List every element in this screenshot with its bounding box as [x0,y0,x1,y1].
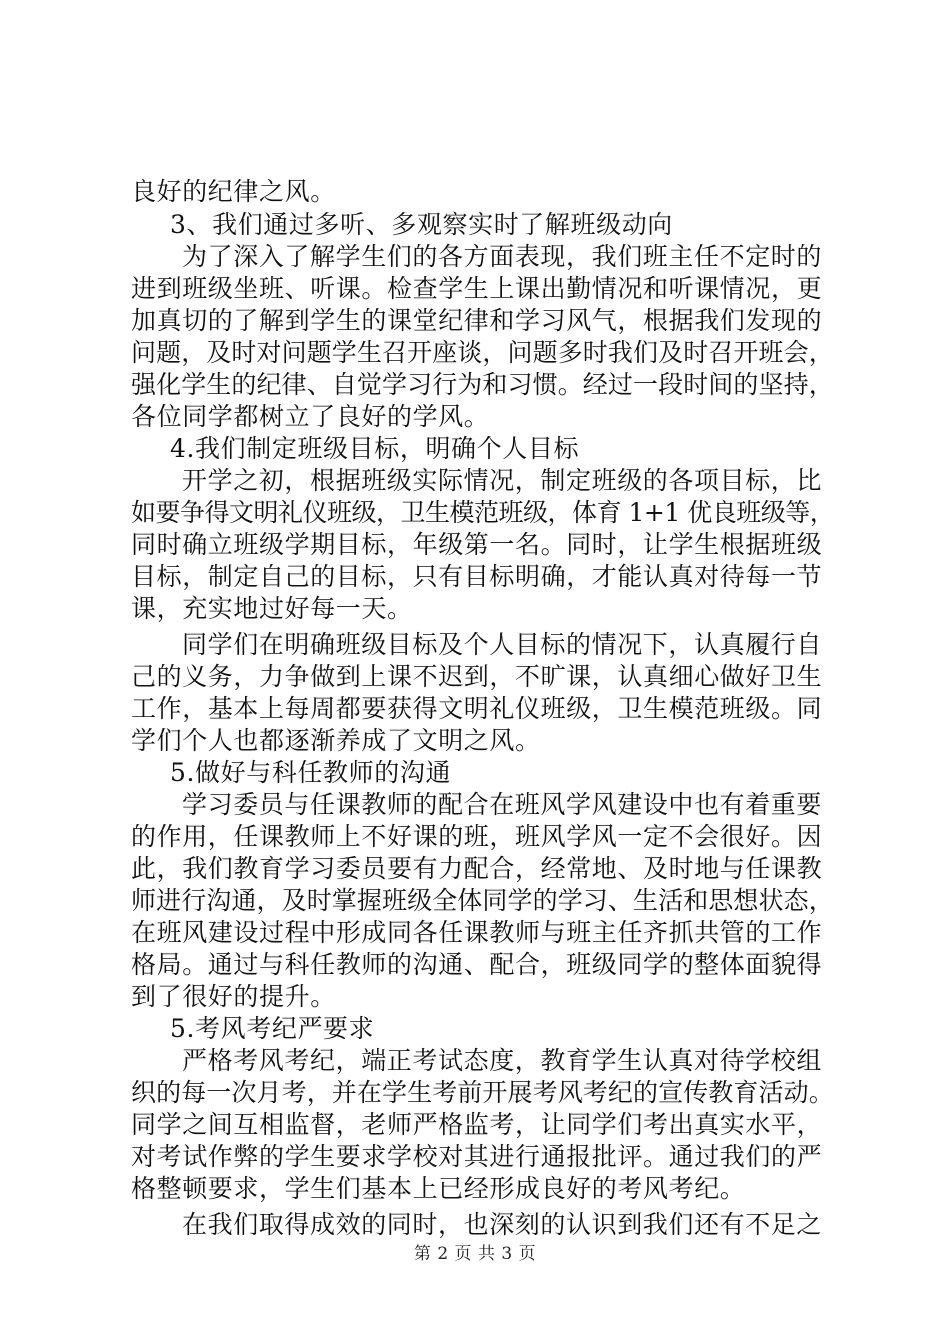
text-line: 格局。通过与科任教师的沟通、配合，班级同学的整体面貌得 [131,950,823,979]
text-line: 开学之初，根据班级实际情况，制定班级的各项目标，比 [182,466,823,495]
text-line: 格整顿要求，学生们基本上已经形成良好的考风考纪。 [131,1174,746,1203]
text-line: 进到班级坐班、听课。检查学生上课出勤情况和听课情况，更 [131,274,823,303]
text-line: 学习委员与任课教师的配合在班风学风建设中也有着重要 [182,790,823,819]
text-line: 良好的纪律之风。 [131,177,336,206]
text-line: 此，我们教育学习委员要有力配合，经常地、及时地与任课教 [131,854,823,883]
section-heading: 4.我们制定班级目标，明确个人目标 [170,434,580,463]
text-line: 织的每一次月考，并在学生考前开展考风考纪的宣传教育活动。 [131,1078,834,1107]
text-line: 严格考风考纪，端正考试态度，教育学生认真对待学校组 [182,1046,823,1075]
text-line: 同学们在明确班级目标及个人目标的情况下，认真履行自 [182,630,823,659]
text-line: 为了深入了解学生们的各方面表现，我们班主任不定时的 [182,242,823,271]
text-line: 师进行沟通，及时掌握班级全体同学的学习、生活和思想状态， [131,886,834,915]
text-line: 强化学生的纪律、自觉学习行为和习惯。经过一段时间的坚持， [131,370,834,399]
page-number: 第 2 页 共 3 页 [413,1244,537,1264]
text-line: 学们个人也都逐渐养成了文明之风。 [131,726,541,755]
section-heading: 5.考风考纪严要求 [170,1014,375,1043]
text-line: 目标，制定自己的目标，只有目标明确，才能认真对待每一节 [131,562,823,591]
text-line: 问题，及时对问题学生召开座谈，问题多时我们及时召开班会， [131,338,834,367]
text-line: 到了很好的提升。 [131,982,336,1011]
text-line: 在我们取得成效的同时，也深刻的认识到我们还有不足之 [182,1210,823,1239]
text-line: 在班风建设过程中形成同各任课教师与班主任齐抓共管的工作 [131,918,823,947]
section-heading: 5.做好与科任教师的沟通 [170,758,452,787]
text-line: 如要争得文明礼仪班级，卫生模范班级，体育 1+1 优良班级等， [131,498,835,527]
text-line: 加真切的了解到学生的课堂纪律和学习风气，根据我们发现的 [131,306,823,335]
text-line: 同时确立班级学期目标，年级第一名。同时，让学生根据班级 [131,530,823,559]
text-line: 己的义务，力争做到上课不迟到，不旷课，认真细心做好卫生 [131,662,823,691]
text-line: 的作用，任课教师上不好课的班，班风学风一定不会很好。因 [131,822,823,851]
text-line: 同学之间互相监督，老师严格监考，让同学们考出真实水平， [131,1110,823,1139]
section-heading: 3、我们通过多听、多观察实时了解班级动向 [170,210,673,239]
text-line: 课，充实地过好每一天。 [131,594,413,623]
text-line: 各位同学都树立了良好的学风。 [131,402,490,431]
text-line: 工作，基本上每周都要获得文明礼仪班级，卫生模范班级。同 [131,694,823,723]
text-line: 对考试作弊的学生要求学校对其进行通报批评。通过我们的严 [131,1142,823,1171]
